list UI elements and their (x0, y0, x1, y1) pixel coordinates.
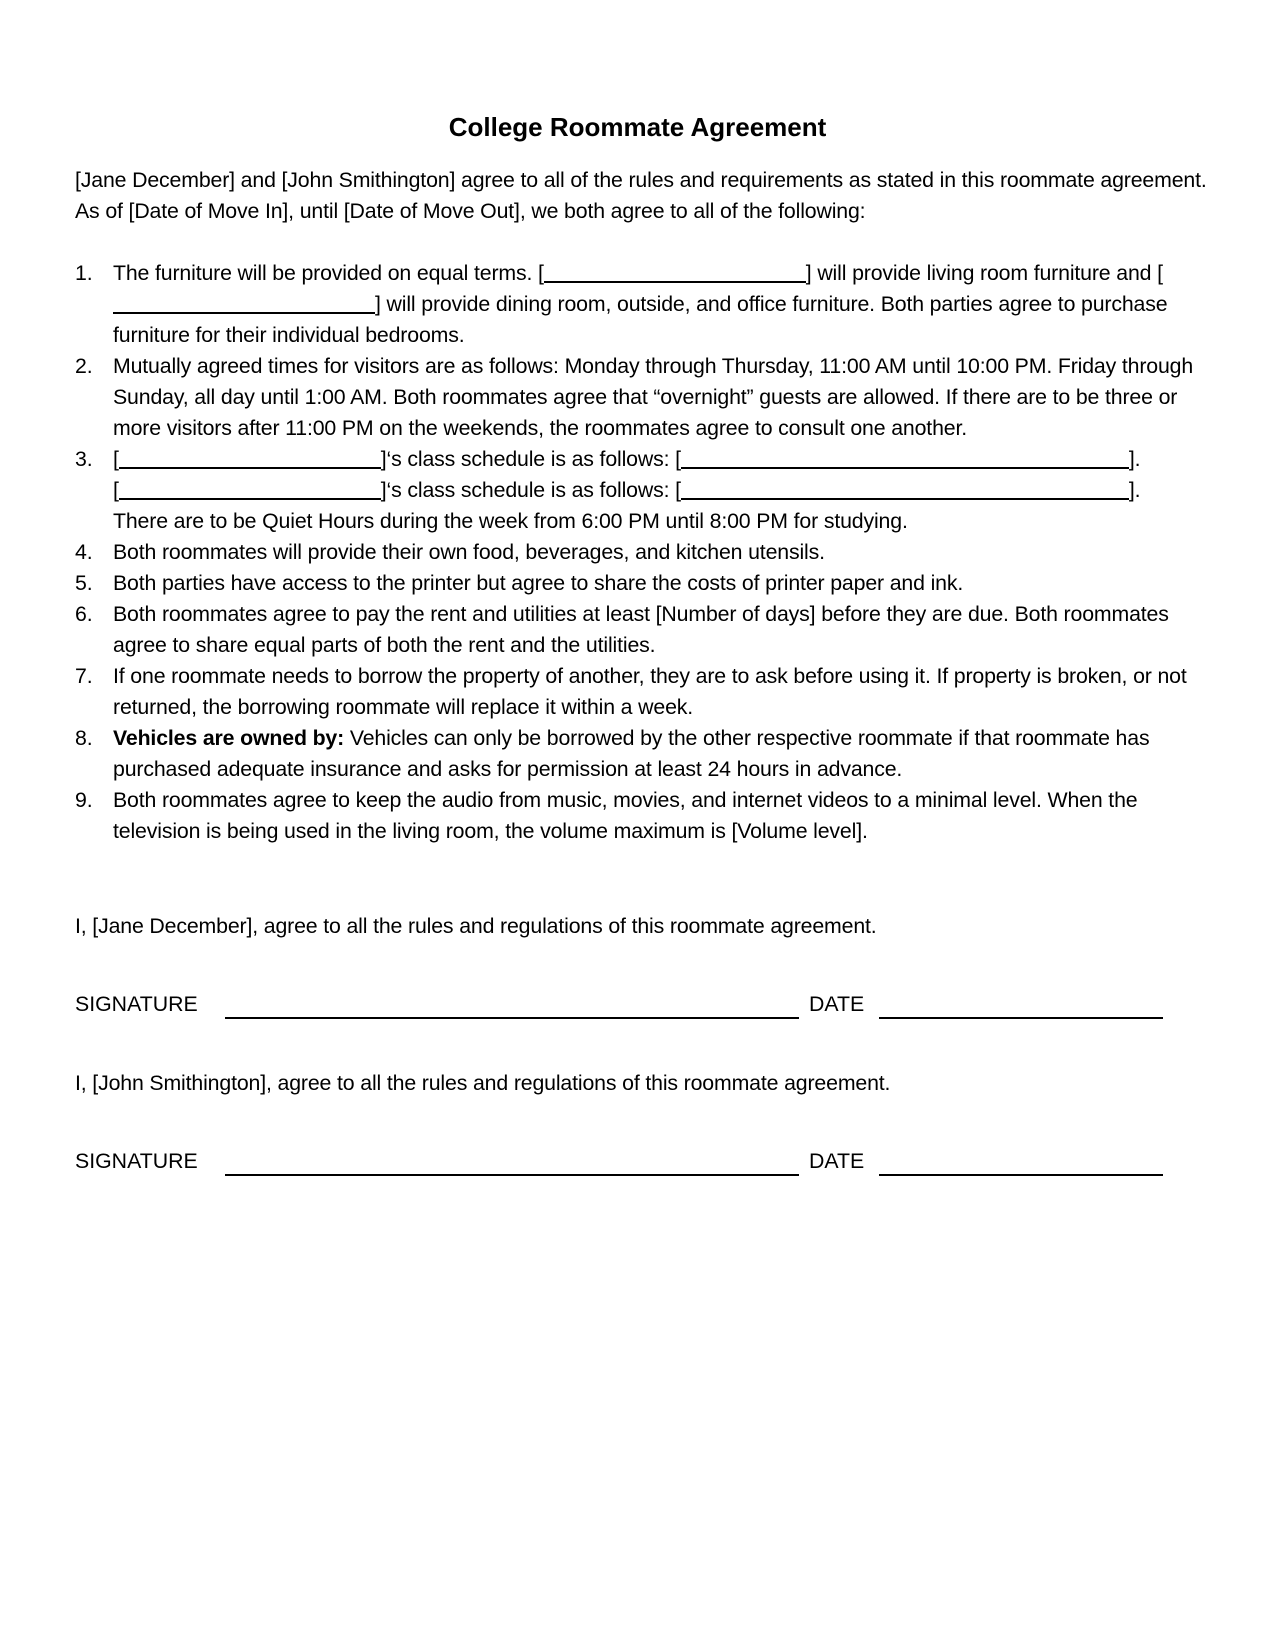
date-field[interactable] (879, 1174, 1163, 1176)
roommate-2-name-blank[interactable] (119, 476, 381, 500)
signature-label: SIGNATURE (75, 1149, 198, 1173)
dining-room-provider-blank[interactable] (113, 290, 375, 314)
rule-item-9: 9. Both roommates agree to keep the audio from music, movies, and internet videos to a minimal level. When the television is being used in the living room, the volume maximum is [Volume level]. (75, 785, 1215, 847)
date-label: DATE (809, 1149, 865, 1173)
vehicles-owned-by-label: Vehicles are owned by: (113, 726, 345, 750)
roommate-1-schedule-blank[interactable] (681, 445, 1129, 469)
rule-item-5: 5. Both parties have access to the printer but agree to share the costs of printer paper and ink. (75, 568, 1215, 599)
rule-item-3 (75, 444, 1215, 537)
document-title: College Roommate Agreement (448, 112, 827, 142)
rule-item-1: 1. The furniture will be provided on equal terms. [ ] will provide living room furniture and [] will provide dining room, outside, and office furniture. Both parties agree to purchase furniture for their individual bedrooms. (75, 258, 1215, 351)
roommate-2-schedule-blank[interactable] (681, 476, 1129, 500)
rule-item-2: 2. Mutually agreed times for visitors are as follows: Monday through Thursday, 11:00 AM until 10:00 PM. Friday through Sunday, all day until 1:00 AM. Both roommates agree that “overnight” guests are allowed. If there are to be three or more visitors after 11:00 PM on the weekends, the roommates agree to consult one another. (75, 351, 1215, 444)
roommate-1-name-blank[interactable] (119, 445, 381, 469)
quiet-hours-text: There are to be Quiet Hours during the week from 6:00 PM until 8:00 PM for studying. (113, 509, 908, 533)
rule-number: 6. (75, 602, 93, 626)
class-schedule-line-1: [ ]‘s class schedule is as follows: [ ]. (113, 447, 1141, 471)
rule-item-8: 8. Vehicles are owned by: Vehicles can only be borrowed by the other respective roommate if that roommate has purchased adequate insurance and asks for permission at least 24 hours in advance. (75, 723, 1215, 785)
class-schedule-line-2: [ ]‘s class schedule is as follows: [ ]. (113, 478, 1141, 502)
signature-row-2 (75, 1146, 1205, 1180)
living-room-provider-blank[interactable] (544, 259, 806, 283)
intro-paragraph: [Jane December] and [John Smithington] agree to all of the rules and requirements as stated in this roommate agreement. As of [Date of Move In], until [Date of Move Out], we both agree to all of the following: (75, 168, 1207, 223)
rule-number: 2. (75, 354, 93, 378)
rules-list (75, 258, 1215, 847)
rule-number: 4. (75, 540, 93, 564)
rule-number: 3. (75, 447, 93, 471)
signature-field[interactable] (225, 1174, 799, 1176)
date-label: DATE (809, 992, 865, 1016)
agreement-statement-2: I, [John Smithington], agree to all the rules and regulations of this roommate agreement. (75, 1071, 891, 1095)
signature-row-1 (75, 989, 1205, 1023)
signature-field[interactable] (225, 1017, 799, 1019)
date-field[interactable] (879, 1017, 1163, 1019)
rule-number: 5. (75, 571, 93, 595)
agreement-statement-1: I, [Jane December], agree to all the rules and regulations of this roommate agreement. (75, 914, 877, 938)
rule-item-6: 6. Both roommates agree to pay the rent and utilities at least [Number of days] before they are due. Both roommates agree to share equal parts of both the rent and the utilities. (75, 599, 1215, 661)
rule-number: 8. (75, 726, 93, 750)
rule-number: 7. (75, 664, 93, 688)
signature-label: SIGNATURE (75, 992, 198, 1016)
rule-item-7: 7. If one roommate needs to borrow the property of another, they are to ask before using it. If property is broken, or not returned, the borrowing roommate will replace it within a week. (75, 661, 1215, 723)
rule-number: 9. (75, 788, 93, 812)
rule-number: 1. (75, 261, 93, 285)
rule-item-4: 4. Both roommates will provide their own food, beverages, and kitchen utensils. (75, 537, 1215, 568)
